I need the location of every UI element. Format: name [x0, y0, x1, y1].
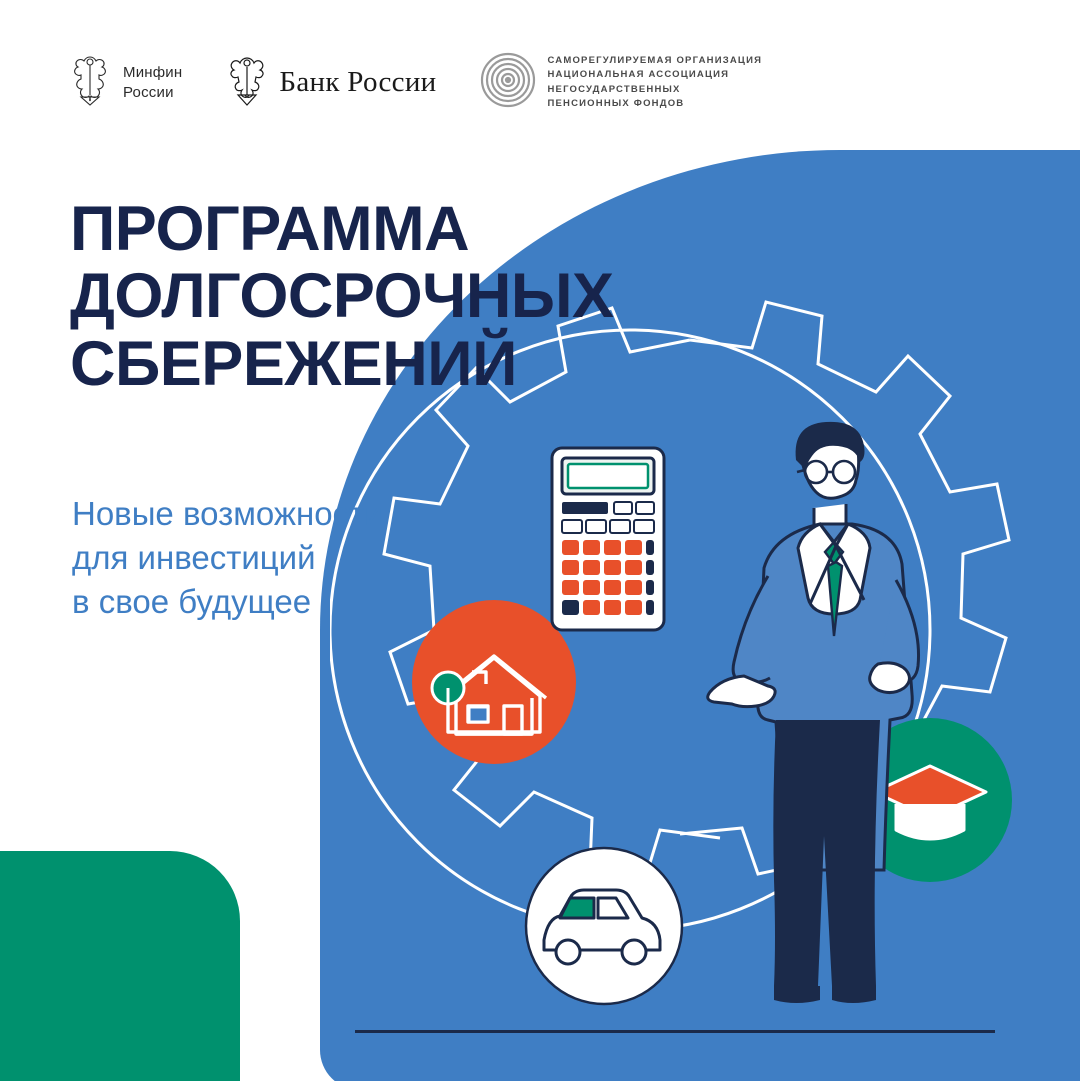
concentric-spiral-icon	[480, 52, 536, 113]
subtitle-line-3: в свое будущее	[72, 582, 312, 620]
ground-line	[355, 1030, 995, 1033]
double-headed-eagle-emblem-icon	[226, 53, 268, 112]
headline-line-1: ПРОГРАММА	[70, 194, 470, 264]
illustration-group	[330, 300, 1070, 1060]
logo-bank-of-russia	[226, 53, 436, 112]
logo-row	[68, 52, 762, 113]
double-headed-eagle-emblem-icon	[68, 53, 112, 112]
subtitle-line-2: для инвестиций	[72, 538, 316, 576]
calculator-icon	[552, 448, 664, 630]
businessman-figure-icon	[708, 422, 919, 1003]
headline-line-2: ДОЛГОСРОЧНЫХ	[70, 261, 614, 332]
page-title	[70, 196, 630, 398]
logo-napf	[480, 52, 762, 113]
house-icon	[412, 600, 576, 764]
subtitle-line-1: Новые возможности	[72, 495, 383, 532]
headline-line-3: СБЕРЕЖЕНИЙ	[70, 328, 517, 399]
logo-minfin-label: Минфин России	[123, 63, 183, 101]
subtitle	[72, 492, 502, 624]
green-corner-shape	[0, 851, 240, 1081]
logo-napf-label: САМОРЕГУЛИРУЕМАЯ ОРГАНИЗАЦИЯ НАЦИОНАЛЬНАЯ АССОЦИАЦИЯ НЕГОСУДАРСТВЕННЫХ ПЕНСИОННЫХ ФОНДОВ	[547, 55, 763, 109]
car-icon	[526, 848, 682, 1004]
logo-bank-of-russia-label: Банк России	[279, 66, 437, 98]
logo-minfin	[68, 53, 182, 112]
